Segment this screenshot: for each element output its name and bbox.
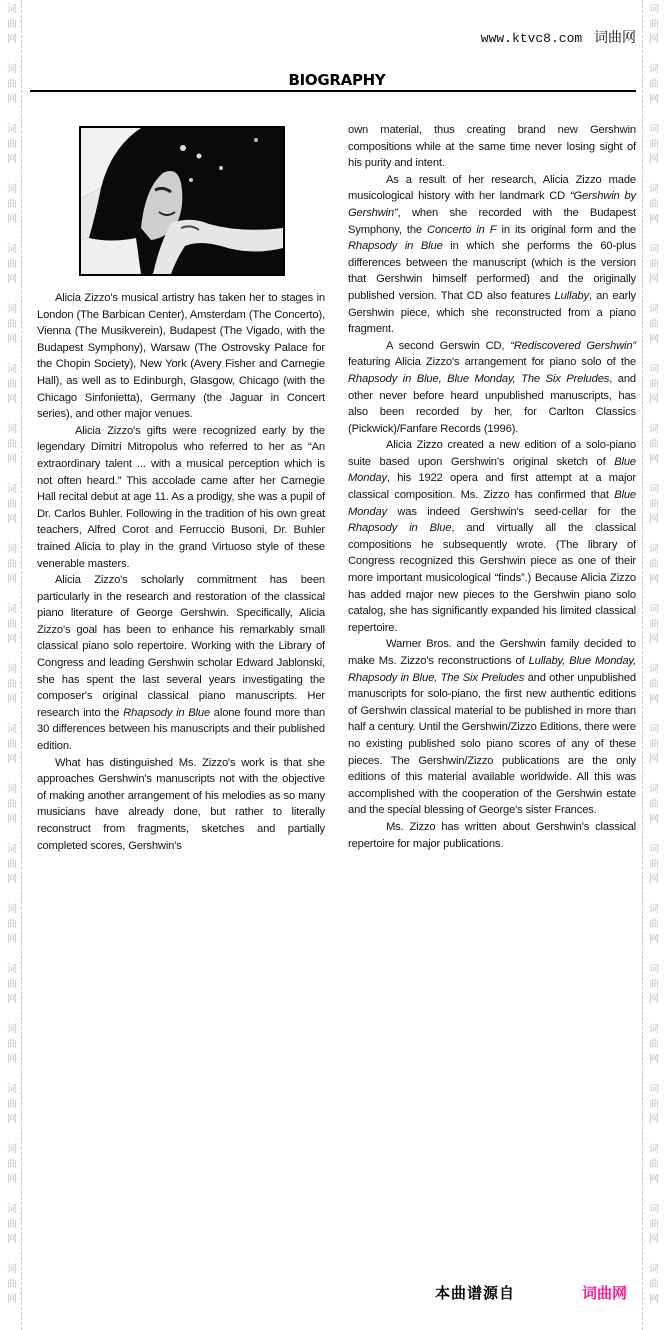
watermark-group: [2, 540, 22, 600]
watermark-char: 曲: [7, 79, 17, 90]
watermark-char: 网: [649, 274, 659, 285]
paragraph: [348, 338, 636, 438]
left-column: [37, 290, 325, 854]
watermark-char: 曲: [7, 139, 17, 150]
watermark-group: [2, 60, 22, 120]
watermark-column-right: [644, 0, 664, 1330]
watermark-group: [2, 360, 22, 420]
paragraph: [37, 572, 325, 755]
watermark-char: 网: [649, 1234, 659, 1245]
watermark-char: 曲: [649, 259, 659, 270]
watermark-group: [2, 960, 22, 1020]
watermark-char: 曲: [649, 679, 659, 690]
watermark-char: 曲: [7, 1039, 17, 1050]
watermark-char: 词: [649, 1144, 659, 1155]
watermark-char: 曲: [649, 439, 659, 450]
italic-title: Lullaby: [554, 289, 589, 302]
watermark-char: 曲: [7, 439, 17, 450]
text-run: Warner Bros. and the Gershwin family decided to make Ms. Zizzo's reconstructions of: [348, 638, 636, 667]
portrait-photo: [79, 126, 285, 276]
watermark-group: [2, 300, 22, 360]
watermark-group: [2, 840, 22, 900]
text-run: was indeed Gershwin's seed-cellar for the: [386, 505, 636, 518]
paragraph: [348, 172, 636, 338]
watermark-divider-left: [21, 0, 22, 1330]
paragraph: [348, 636, 636, 819]
site-name: 词曲网: [594, 30, 636, 46]
text-run: , and other never before heard unpublished manuscripts, has also been recorded by her, for Carlton Classics (Pickwick)/Fanfare Records (1996).: [348, 372, 636, 435]
watermark-char: 曲: [649, 19, 659, 30]
watermark-char: 曲: [7, 319, 17, 330]
watermark-char: 词: [649, 1084, 659, 1095]
watermark-group: [2, 1140, 22, 1200]
watermark-char: 网: [7, 994, 17, 1005]
text-run: , when she recorded with the Budapest Symphony, the: [348, 206, 636, 236]
italic-title: Rhapsody in Blue, Blue Monday, The Six Preludes: [348, 372, 610, 385]
watermark-column-left: [2, 0, 22, 1330]
watermark-group: [644, 660, 664, 720]
watermark-char: 词: [7, 184, 17, 195]
watermark-char: 网: [7, 1234, 17, 1245]
watermark-char: 词: [649, 64, 659, 75]
watermark-group: [2, 120, 22, 180]
italic-title: “Gershwin by Gershwin”: [348, 190, 636, 219]
watermark-char: 词: [7, 844, 17, 855]
watermark-char: 曲: [649, 199, 659, 210]
watermark-char: 网: [7, 394, 17, 405]
watermark-group: [644, 720, 664, 780]
watermark-char: 词: [649, 904, 659, 915]
watermark-char: 网: [649, 94, 659, 105]
watermark-group: [644, 180, 664, 240]
italic-title: Rhapsody in Blue: [123, 706, 211, 719]
watermark-char: 词: [649, 4, 659, 15]
italic-title: Rhapsody in Blue: [348, 522, 452, 535]
watermark-char: 网: [7, 1114, 17, 1125]
watermark-char: 网: [7, 814, 17, 825]
watermark-char: 曲: [7, 1219, 17, 1230]
paragraph: [348, 819, 636, 852]
watermark-char: 网: [7, 754, 17, 765]
watermark-char: 网: [649, 994, 659, 1005]
watermark-char: 词: [7, 1264, 17, 1275]
watermark-group: [644, 900, 664, 960]
watermark-char: 网: [649, 1054, 659, 1065]
watermark-char: 网: [7, 874, 17, 885]
watermark-char: 词: [7, 604, 17, 615]
watermark-char: 网: [649, 514, 659, 525]
watermark-group: [644, 60, 664, 120]
title-underline: [30, 90, 636, 92]
watermark-group: [2, 240, 22, 300]
watermark-char: 曲: [7, 1279, 17, 1290]
text-run: featuring Alicia Zizzo's arrangement for piano solo of the: [348, 356, 636, 369]
watermark-char: 曲: [7, 739, 17, 750]
watermark-char: 词: [649, 544, 659, 555]
site-header: [481, 27, 636, 47]
italic-title: Concerto in F: [427, 223, 497, 236]
watermark-char: 曲: [7, 679, 17, 690]
watermark-char: 曲: [7, 1099, 17, 1110]
watermark-char: 词: [649, 964, 659, 975]
watermark-char: 曲: [7, 979, 17, 990]
watermark-char: 曲: [649, 1159, 659, 1170]
watermark-char: 曲: [649, 859, 659, 870]
watermark-char: 词: [649, 364, 659, 375]
watermark-char: 曲: [7, 619, 17, 630]
watermark-char: 网: [7, 94, 17, 105]
watermark-char: 词: [649, 784, 659, 795]
watermark-char: 网: [7, 34, 17, 45]
watermark-char: 网: [649, 1294, 659, 1305]
watermark-char: 词: [7, 664, 17, 675]
watermark-char: 曲: [649, 499, 659, 510]
watermark-group: [644, 1140, 664, 1200]
watermark-char: 词: [649, 604, 659, 615]
text-run: and other unpublished manuscripts for solo-piano, the first new authentic editions of Gershwin classical material to be published in more than half a century. Until the Gershwin/Zizzo Editions, there were no existing published solo piano scores of any of these pieces. The Gershwin/Zizzo publications are the only editions of this material available worldwide. All this was accomplished with the cooperation of the Gershwin estate and the special blessing of George's sister Frances.: [348, 671, 637, 817]
watermark-char: 词: [7, 1084, 17, 1095]
watermark-char: 网: [7, 574, 17, 585]
watermark-group: [644, 480, 664, 540]
watermark-group: [2, 660, 22, 720]
watermark-char: 网: [7, 1294, 17, 1305]
italic-title: “Rediscovered Gershwin”: [510, 339, 637, 352]
text-run: , and virtually all the classical compositions he subsequently wrote. (The library of Congress recognized this Gershwin piece as one of their more important musicological “finds”.) Because Alicia Zizzo has added major new pieces to the Gershwin piano solo catalog, she has significantly expanded his limited classical repertoire.: [348, 522, 636, 634]
watermark-char: 词: [649, 484, 659, 495]
watermark-char: 曲: [649, 979, 659, 990]
watermark-char: 词: [7, 364, 17, 375]
watermark-char: 网: [649, 454, 659, 465]
watermark-char: 词: [7, 1024, 17, 1035]
watermark-group: [644, 1080, 664, 1140]
watermark-group: [2, 1200, 22, 1260]
watermark-char: 词: [649, 1024, 659, 1035]
watermark-group: [2, 780, 22, 840]
site-url[interactable]: www.ktvc8.com: [480, 31, 583, 46]
watermark-char: 词: [649, 1204, 659, 1215]
watermark-char: 曲: [7, 919, 17, 930]
watermark-group: [644, 1020, 664, 1080]
watermark-char: 词: [649, 1264, 659, 1275]
watermark-group: [2, 1260, 22, 1320]
watermark-char: 曲: [649, 1039, 659, 1050]
watermark-group: [2, 1020, 22, 1080]
watermark-char: 曲: [7, 859, 17, 870]
footer-source-label: 本曲谱源自: [435, 1284, 516, 1302]
watermark-group: [644, 360, 664, 420]
watermark-char: 词: [7, 544, 17, 555]
watermark-char: 网: [649, 694, 659, 705]
watermark-group: [644, 0, 664, 60]
watermark-char: 曲: [649, 379, 659, 390]
text-run: Ms. Zizzo has written about Gershwin's classical repertoire for major publications.: [348, 820, 636, 850]
watermark-char: 网: [649, 34, 659, 45]
watermark-group: [2, 420, 22, 480]
watermark-char: 曲: [649, 1099, 659, 1110]
watermark-char: 网: [649, 1114, 659, 1125]
paragraph: [37, 290, 325, 423]
paragraph: [37, 423, 325, 572]
watermark-group: [644, 600, 664, 660]
watermark-char: 词: [649, 844, 659, 855]
watermark-char: 网: [649, 874, 659, 885]
watermark-char: 曲: [649, 559, 659, 570]
watermark-group: [644, 420, 664, 480]
text-run: , an early Gershwin piece, which she reconstructed from a piano fragment.: [348, 289, 636, 336]
watermark-char: 词: [7, 244, 17, 255]
watermark-group: [2, 0, 22, 60]
watermark-char: 网: [7, 1174, 17, 1185]
italic-title: Lullaby, Blue Monday, Rhapsody in Blue, The Six Preludes: [348, 655, 637, 684]
watermark-group: [2, 900, 22, 960]
paragraph: [37, 755, 325, 855]
watermark-group: [644, 540, 664, 600]
watermark-group: [644, 120, 664, 180]
watermark-char: 网: [649, 934, 659, 945]
watermark-char: 网: [7, 274, 17, 285]
watermark-char: 网: [7, 934, 17, 945]
watermark-char: 曲: [7, 1159, 17, 1170]
watermark-char: 曲: [649, 139, 659, 150]
text-run: Alicia Zizzo's scholarly commitment has been particularly in the research and restoration of the classical piano literature of George Gershwin. Specifically, Alicia Zizzo's goal has been to enhance his remarkably small classical piano solo repertoire. Working with the Library of Congress and leading Gershwin scholar Edward Jablonski, she has spent the last several years investigating the composer's original classical piano manuscripts. Her research into the: [37, 574, 325, 719]
watermark-char: 词: [7, 964, 17, 975]
text-run: Alicia Zizzo's gifts were recognized early by the legendary Dimitri Mitropolus who referred to her as “An extraordinary talent ... with a musical perception which is not often heard.” This accolade came after her Carnegie Hall recital debut at age 11. As a prodigy, she was a pupil of Dr. Carlos Buhler. Following in the tradition of his own great teachers, Alfred Corot and Ferruccio Busoni, Dr. Buhler trained Alicia to play in the grand Virtuoso style of these venerable masters.: [37, 424, 325, 570]
watermark-char: 曲: [7, 559, 17, 570]
watermark-group: [644, 960, 664, 1020]
watermark-char: 网: [7, 454, 17, 465]
watermark-char: 词: [649, 424, 659, 435]
footer-site-link[interactable]: 词曲网: [582, 1284, 628, 1302]
watermark-char: 曲: [649, 799, 659, 810]
text-run: alone found more than 30 differences between his manuscripts and their published edition.: [37, 706, 325, 753]
text-run: What has distinguished Ms. Zizzo's work is that she approaches Gershwin's manuscripts not with the objective of making another arrangement of his melodies as so many musicians have already done, but rather to literally reconstruct from fragments, sketches and partially completed scores, Gershwin's: [37, 756, 325, 852]
text-run: Alicia Zizzo created a new edition of a solo-piano suite based upon Gershwin's original sketch of: [348, 439, 636, 468]
watermark-char: 网: [7, 514, 17, 525]
text-run: own material, thus creating brand new Gershwin compositions while at the same time never losing sight of his purity and intent.: [348, 124, 636, 170]
paragraph: [348, 122, 636, 172]
watermark-char: 词: [649, 244, 659, 255]
watermark-char: 词: [7, 304, 17, 315]
watermark-char: 曲: [649, 79, 659, 90]
watermark-char: 词: [7, 64, 17, 75]
watermark-char: 曲: [7, 499, 17, 510]
watermark-char: 词: [7, 784, 17, 795]
watermark-char: 网: [7, 634, 17, 645]
watermark-group: [2, 720, 22, 780]
portrait-image: [81, 128, 283, 274]
watermark-char: 词: [649, 124, 659, 135]
right-column: [348, 122, 636, 852]
watermark-char: 网: [7, 694, 17, 705]
watermark-char: 曲: [649, 619, 659, 630]
italic-title: Blue Monday: [348, 455, 636, 485]
watermark-char: 曲: [7, 199, 17, 210]
watermark-char: 词: [649, 304, 659, 315]
watermark-char: 网: [649, 394, 659, 405]
watermark-char: 曲: [649, 919, 659, 930]
watermark-char: 网: [7, 1054, 17, 1065]
watermark-char: 词: [7, 724, 17, 735]
text-run: in which she performs the 60-plus differences between the manuscript (which is the version that Gershwin himself performed) and the originally published version. That CD also features: [348, 240, 637, 302]
watermark-group: [644, 780, 664, 840]
text-run: As a result of her research, Alicia Zizzo made musicological history with her landmark CD: [348, 173, 636, 203]
watermark-char: 网: [7, 334, 17, 345]
watermark-char: 词: [649, 724, 659, 735]
watermark-char: 网: [649, 814, 659, 825]
watermark-char: 网: [649, 574, 659, 585]
watermark-char: 词: [649, 184, 659, 195]
watermark-group: [2, 600, 22, 660]
watermark-group: [644, 240, 664, 300]
text-run: Alicia Zizzo's musical artistry has taken her to stages in London (The Barbican Center), Amsterdam (The Concerto), Vienna (The Musikverein), Budapest (The Vigado, with the Budapest Symphony), Warsaw (The Ostrovsky Palace for the Chopin Society), New York (Avery Fisher and Carnegie Hall), as well as to Edinburgh, Glasgow, Chicago (with the Chicago Sinfonietta), Germany (the Jaguar in Concert series), and other major venues.: [37, 292, 325, 421]
watermark-group: [644, 300, 664, 360]
watermark-char: 词: [7, 424, 17, 435]
watermark-char: 词: [649, 664, 659, 675]
text-run: , his 1922 opera and first attempt at a major classical composition. Ms. Zizzo has confirmed that: [348, 472, 636, 502]
watermark-char: 曲: [7, 379, 17, 390]
watermark-char: 曲: [7, 799, 17, 810]
watermark-char: 网: [649, 1174, 659, 1185]
watermark-char: 网: [649, 754, 659, 765]
text-run: A second Gerswin CD,: [386, 339, 511, 352]
page-title: BIOGRAPHY: [288, 71, 386, 89]
watermark-char: 词: [7, 1204, 17, 1215]
watermark-char: 曲: [649, 739, 659, 750]
watermark-char: 词: [7, 904, 17, 915]
watermark-group: [644, 1200, 664, 1260]
watermark-group: [644, 840, 664, 900]
watermark-char: 网: [649, 214, 659, 225]
watermark-char: 词: [7, 484, 17, 495]
italic-title: Blue Monday: [348, 489, 636, 518]
watermark-char: 网: [7, 214, 17, 225]
watermark-group: [644, 1260, 664, 1320]
watermark-char: 网: [7, 154, 17, 165]
watermark-char: 网: [649, 334, 659, 345]
watermark-char: 网: [649, 154, 659, 165]
watermark-char: 词: [7, 124, 17, 135]
watermark-char: 曲: [7, 259, 17, 270]
watermark-char: 曲: [649, 1279, 659, 1290]
watermark-group: [2, 480, 22, 540]
italic-title: Rhapsody in Blue: [348, 240, 443, 253]
watermark-char: 曲: [7, 19, 17, 30]
watermark-char: 网: [649, 634, 659, 645]
watermark-divider-right: [642, 0, 643, 1330]
watermark-group: [2, 1080, 22, 1140]
watermark-group: [2, 180, 22, 240]
text-run: in its original form and the: [496, 223, 637, 236]
watermark-char: 曲: [649, 1219, 659, 1230]
watermark-char: 词: [7, 1144, 17, 1155]
paragraph: [348, 437, 636, 636]
watermark-char: 曲: [649, 319, 659, 330]
watermark-char: 词: [7, 4, 17, 15]
